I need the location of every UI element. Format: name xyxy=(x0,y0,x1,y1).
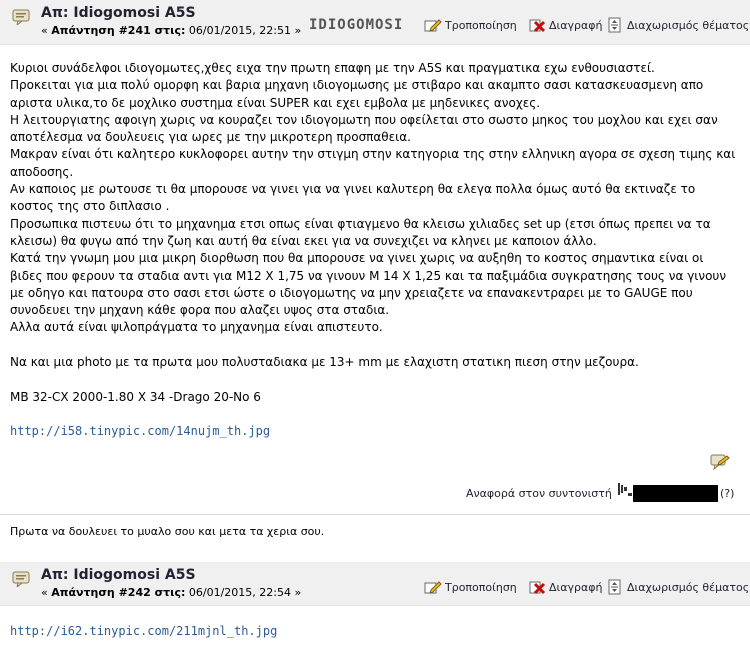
split-topic-button[interactable]: Διαχωρισμός θέματος xyxy=(606,17,749,33)
post-meta: « Απάντηση #242 στις: 06/01/2015, 22:54 » xyxy=(41,586,302,599)
redacted-username xyxy=(633,485,718,502)
post-title[interactable]: Απ: Idiogomosi A5S xyxy=(41,5,196,21)
report-to-moderator-link[interactable]: Αναφορά στον συντονιστή xyxy=(466,487,612,500)
modify-button[interactable]: Τροποποίηση xyxy=(424,579,517,595)
post-paragraph: Προσωπικα πιστευω ότι το μηχανημα ετσι οπως είναι φτιαγμενο θα κλεισω χιλιαδες set up (ετσι όπως πρεπει να τα κλεισω) θα φυγω από την ζωη και αυτή θα είναι εκει για να συνεχιζει να κληνει με καποιον άλλο. xyxy=(10,216,711,248)
split-icon xyxy=(606,579,624,595)
help-link[interactable]: (?) xyxy=(720,487,735,500)
post-paragraph: Κατά την γνωμη μου μια μικρη διορθωση που θα μπορουσε να γινει χωρις να αυξηθη το κοστος σημαντικα είναι οι βιδες που φερουν τα σταδια αντι για Μ12 Χ 1,75 να γινουν Μ 14 Χ 1,25 και τα παξιμάδια συγκρατησης τους να γινουν με οδηγο και πατουρα στο σασι ετσι ώστε ο ιδιογομωτης να μην χρειαζετε να επανακεντραρει με το GAUGE που συνοδευει την μηχανη κάθε φορα που αλαζει υψος στα σταδια. xyxy=(10,251,727,318)
delete-button[interactable]: Διαγραφή xyxy=(528,579,602,595)
post-icon xyxy=(12,571,32,587)
split-icon xyxy=(606,17,624,33)
modify-icon xyxy=(424,17,442,33)
post-paragraph: Αλλα αυτά είναι ψιλοπράγματα το μηχανημα είναι απιστευτο. xyxy=(10,320,383,335)
post-paragraph: Προκειται για μια πολύ ομορφη και βαρια μηχανη ιδιογομωσης με στιβαρο και ακαμπτο σασι κατασκευασμενη απο αριστα υλικα,το δε μοχλικο συστημα είναι SUPER και εχει εμβολα με μηδενικες ανοχες. xyxy=(10,78,704,110)
post-paragraph: Να και μια photo με τα πρωτα μου πολυσταδιακα με 13+ mm με ελαχιστη στατικη πιεση στην μεζουρα. xyxy=(10,355,639,370)
post-body xyxy=(10,60,738,441)
post-icon xyxy=(12,9,32,25)
post-paragraph: Αν καποιος με ρωτουσε τι θα μπορουσε να γινει για να γινει καλυτερη θα ελεγα πολλα όμως αυτό θα εκτιναζε το κοστος της στο διπλασιο . xyxy=(10,182,696,214)
signature: Πρωτα να δουλευει το μυαλο σου και μετα τα χερια σου. xyxy=(10,525,325,538)
modify-icon xyxy=(424,579,442,595)
post-paragraph: Μακραν είναι ότι καλητερο κυκλοφορει αυτην την στιγμη στην κατηγορια της στην ελληνικη αγορα σε σχεση τιμης και αποδοσης. xyxy=(10,147,736,179)
post-meta: « Απάντηση #241 στις: 06/01/2015, 22:51 » xyxy=(41,24,302,37)
post-paragraph: Κυριοι συνάδελφοι ιδιογομωτες,χθες ειχα την πρωτη επαφη με την A5S και πραγματικα εχω ενθουσιαστεί. xyxy=(10,61,655,75)
post-paragraph: MB 32-CX 2000-1.80 X 34 -Drago 20-No 6 xyxy=(10,389,261,404)
signature-divider xyxy=(0,514,750,515)
reply-number[interactable]: Απάντηση #241 xyxy=(51,24,151,37)
delete-icon xyxy=(528,17,546,33)
modify-button[interactable]: Τροποποίηση xyxy=(424,17,517,33)
split-topic-button[interactable]: Διαχωρισμός θέματος xyxy=(606,579,749,595)
post-header xyxy=(0,0,750,45)
post-header xyxy=(0,562,750,606)
brand-logo: IDIOGOMOSI xyxy=(309,17,404,33)
post-title[interactable]: Απ: Idiogomosi A5S xyxy=(41,567,196,583)
image-link[interactable]: http://i58.tinypic.com/14nujm_th.jpg xyxy=(10,424,271,439)
reply-number[interactable]: Απάντηση #242 xyxy=(51,586,151,599)
quote-icon[interactable] xyxy=(709,452,731,472)
post-paragraph: Η λειτουργιατης αφοιγη χωρις να κουραζει τον ιδιογομωτη που οφείλεται στο σωστο μηκος του μοχλου και εχει σαν αποτέλεσμα να δουλευεις για ωρες με την μικροτερη προσπαθεια. xyxy=(10,112,718,145)
image-link[interactable]: http://i62.tinypic.com/211mjnl_th.jpg xyxy=(10,624,278,638)
delete-button[interactable]: Διαγραφή xyxy=(528,17,602,33)
user-icon xyxy=(617,481,633,499)
delete-icon xyxy=(528,579,546,595)
